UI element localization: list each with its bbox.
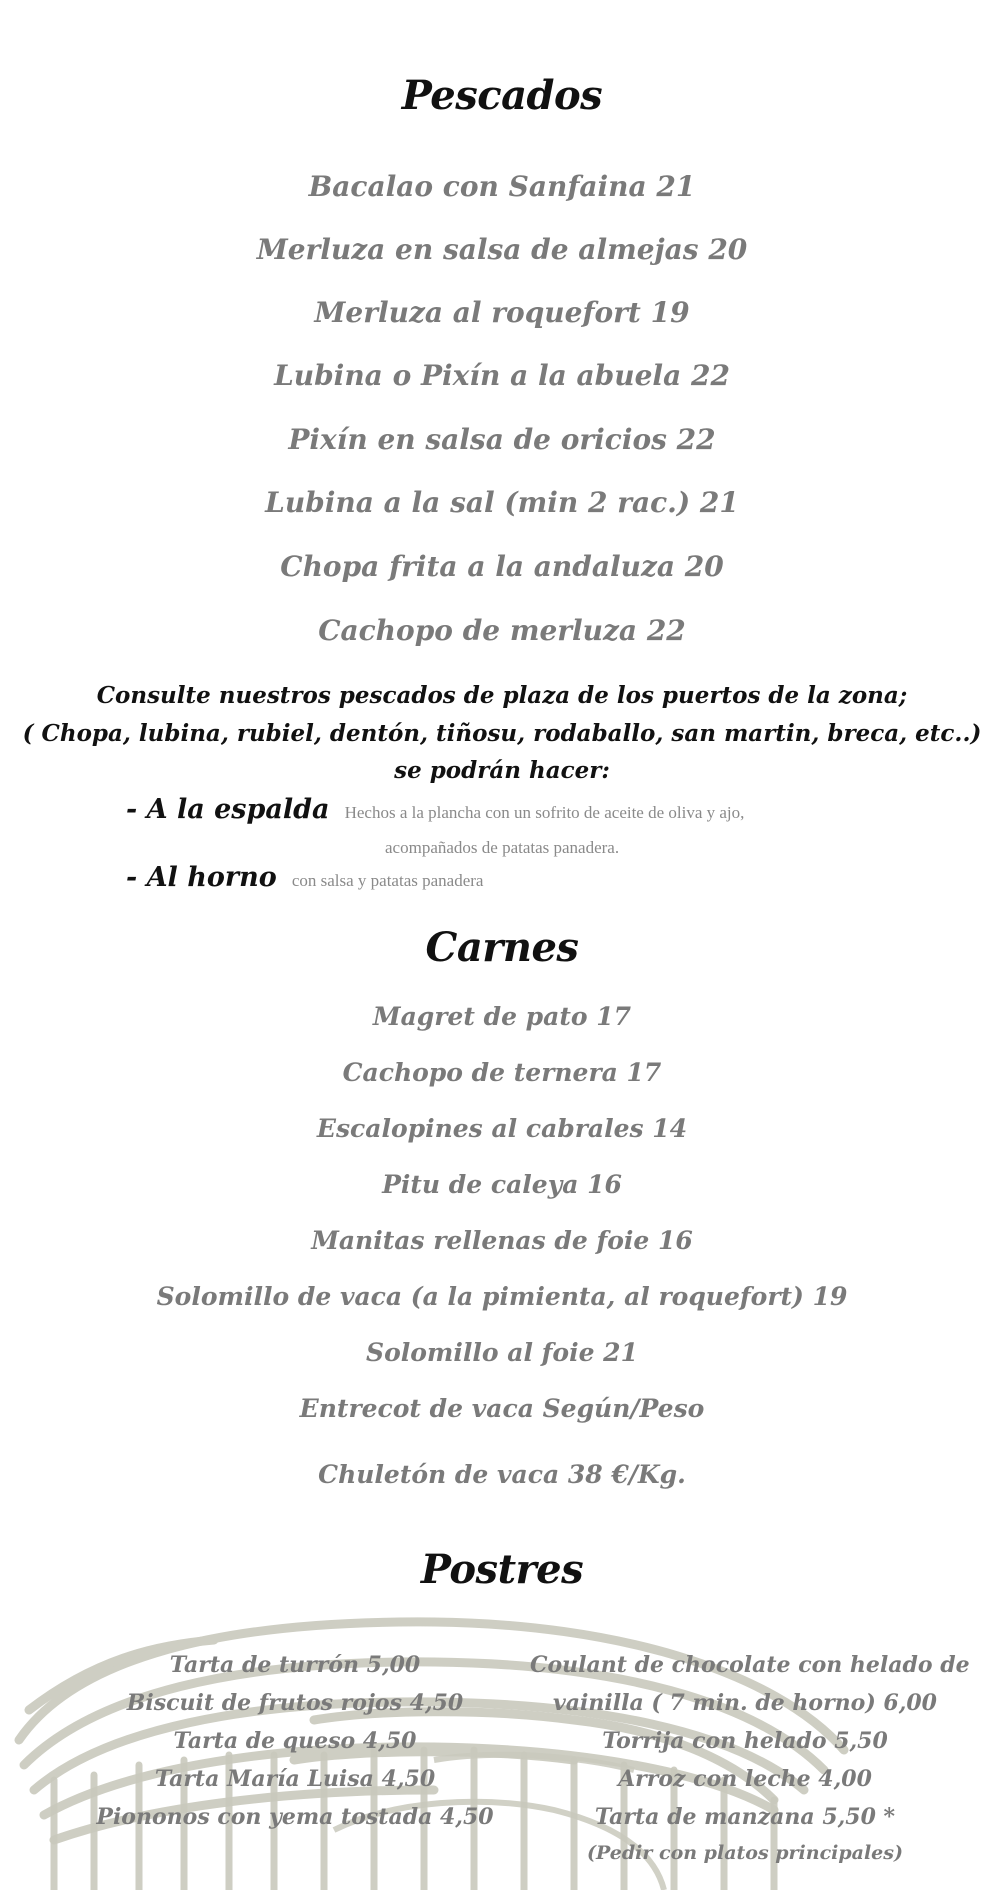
- fish-item: Merluza al roquefort 19: [314, 296, 690, 329]
- dessert-item: Piononos con yema tostada 4,50: [96, 1804, 494, 1830]
- fish-item: Bacalao con Sanfaina 21: [308, 170, 696, 203]
- meat-section-heading: Carnes: [425, 924, 579, 971]
- meat-item: Magret de pato 17: [372, 1002, 632, 1031]
- horno-style-name: - Al horno: [126, 862, 277, 893]
- dessert-item: Biscuit de frutos rojos 4,50: [126, 1690, 464, 1716]
- meat-item: Cachopo de ternera 17: [342, 1058, 662, 1087]
- fish-market-note: Consulte nuestros pescados de plaza de los puertos de la zona;: [96, 682, 908, 709]
- dessert-section-heading: Postres: [420, 1546, 584, 1593]
- fish-section-heading: Pescados: [401, 72, 603, 119]
- meat-item: Entrecot de vaca Según/Peso: [299, 1394, 705, 1423]
- espalda-style: [126, 794, 744, 825]
- fish-species-list: ( Chopa, lubina, rubiel, dentón, tiñosu, rodaballo, san martin, breca, etc..): [22, 720, 982, 747]
- dessert-item: Tarta de manzana 5,50 *: [594, 1804, 896, 1830]
- dessert-item: Tarta María Luisa 4,50: [154, 1766, 436, 1792]
- dessert-item: Tarta de queso 4,50: [173, 1728, 417, 1754]
- meat-item: Escalopines al cabrales 14: [316, 1114, 688, 1143]
- horno-style-description: con salsa y patatas panadera: [291, 871, 484, 890]
- dessert-item-continued: vainilla ( 7 min. de horno) 6,00: [553, 1690, 937, 1716]
- fish-item: Cachopo de merluza 22: [318, 614, 686, 647]
- dessert-item: Coulant de chocolate con helado de: [530, 1652, 970, 1678]
- meat-item: Manitas rellenas de foie 16: [311, 1226, 693, 1255]
- meat-item: Chuletón de vaca 38 €/Kg.: [318, 1460, 686, 1489]
- fish-item: Lubina a la sal (min 2 rac.) 21: [265, 486, 739, 519]
- meat-item: Pitu de caleya 16: [382, 1170, 622, 1199]
- espalda-style-description-cont: acompañados de patatas panadera.: [385, 838, 620, 857]
- horno-style: [126, 862, 483, 893]
- dessert-item: Torrija con helado 5,50: [602, 1728, 888, 1754]
- fish-item: Chopa frita a la andaluza 20: [280, 550, 724, 583]
- espalda-style-description: Hechos a la plancha con un sofrito de aceite de oliva y ajo,: [344, 803, 745, 822]
- fish-preparation-intro: se podrán hacer:: [394, 757, 610, 784]
- dessert-item: Arroz con leche 4,00: [618, 1766, 872, 1792]
- dessert-order-note: (Pedir con platos principales): [587, 1842, 903, 1864]
- fish-item: Merluza en salsa de almejas 20: [256, 233, 748, 266]
- meat-item: Solomillo de vaca (a la pimienta, al roquefort) 19: [156, 1282, 848, 1311]
- meat-item: Solomillo al foie 21: [366, 1338, 638, 1367]
- fish-item: Pixín en salsa de oricios 22: [288, 423, 716, 456]
- fish-item: Lubina o Pixín a la abuela 22: [274, 359, 730, 392]
- espalda-style-name: - A la espalda: [126, 794, 330, 825]
- dessert-item: Tarta de turrón 5,00: [169, 1652, 421, 1678]
